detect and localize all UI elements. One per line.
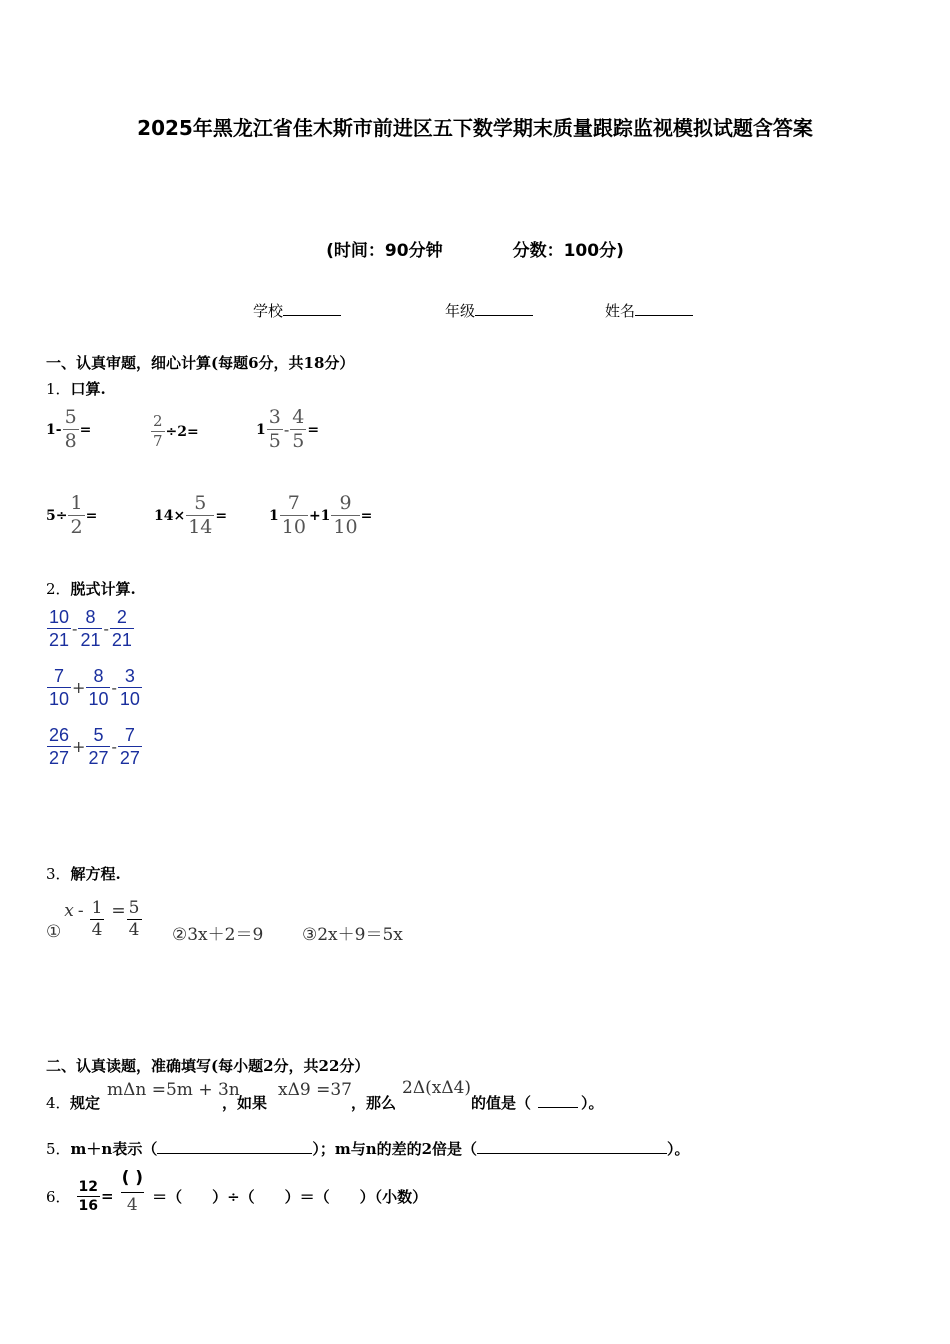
q5-blank-2[interactable] xyxy=(477,1138,667,1154)
q2-expression-3: $\frac{26}{27}$ + $\frac{5}{27}$ - $\frac{7}{27}$ xyxy=(49,725,140,768)
document-title: 2025年黑龙江省佳木斯市前进区五下数学期末质量跟踪监视模拟试题含答案 xyxy=(137,116,813,140)
school-label: 学校 xyxy=(253,302,284,320)
q4-answer-blank[interactable] xyxy=(538,1092,578,1108)
q1-item-d: 5÷ $\frac{1}{2}$ = xyxy=(46,492,98,538)
q4-condition: xΔ9 =37 xyxy=(278,1080,352,1100)
q4-definition: mΔn =5m + 3n xyxy=(107,1080,240,1100)
q5-blank-1[interactable] xyxy=(157,1138,312,1154)
time-and-score xyxy=(0,236,950,261)
q3-equation-2: ②3x＋2＝9 xyxy=(172,925,264,945)
time-limit: (时间：90分钟 xyxy=(326,241,443,261)
grade-label: 年级 xyxy=(445,302,476,320)
q2-title: 2．脱式计算. xyxy=(46,580,136,598)
q3-equation-3: ③2x＋9＝5x xyxy=(302,925,403,945)
q6: 6． $\frac{12}{16}$ = $\frac{( )}{4}$ ＝（ ）÷（ ）＝（ ）（小数） xyxy=(46,1168,428,1215)
section2-heading: 二、认真读题，准确填写(每小题2分，共22分） xyxy=(46,1057,370,1075)
q3-title: 3．解方程. xyxy=(46,865,121,883)
grade-field[interactable] xyxy=(445,300,533,321)
q2-expression-2: $\frac{7}{10}$ + $\frac{8}{10}$ - $\frac{3}{10}$ xyxy=(49,666,140,709)
q4-expression: 2Δ(xΔ4) xyxy=(402,1078,472,1098)
q5: 5．m＋n表示（ ）；m与n的差的2倍是（ ）。 xyxy=(46,1140,690,1158)
q1-title: 1．口算. xyxy=(46,380,106,398)
q1-item-c: 1 $\frac{3}{5}$ - $\frac{4}{5}$ = xyxy=(256,406,320,452)
section1-heading: 一、认真审题，细心计算(每题6分，共18分） xyxy=(46,354,355,372)
q1-item-b: $\frac{2}{7}$ ÷2= xyxy=(153,412,199,450)
name-label: 姓名 xyxy=(605,302,636,320)
name-field[interactable] xyxy=(605,300,693,321)
q1-item-e: 14× $\frac{5}{14}$ = xyxy=(154,492,228,538)
q3-equation-1: ① x - $\frac{1}{4}$ = $\frac{5}{4}$ xyxy=(46,897,140,942)
q1-item-f: 1 $\frac{7}{10}$ +1 $\frac{9}{10}$ = xyxy=(269,492,373,538)
total-score: 分数：100分) xyxy=(512,241,624,261)
school-field[interactable] xyxy=(253,300,341,321)
q2-expression-1: $\frac{10}{21}$ - $\frac{8}{21}$ - $\frac{2}{21}$ xyxy=(49,607,132,650)
q1-item-a: 1- $\frac{5}{8}$ = xyxy=(46,406,92,452)
